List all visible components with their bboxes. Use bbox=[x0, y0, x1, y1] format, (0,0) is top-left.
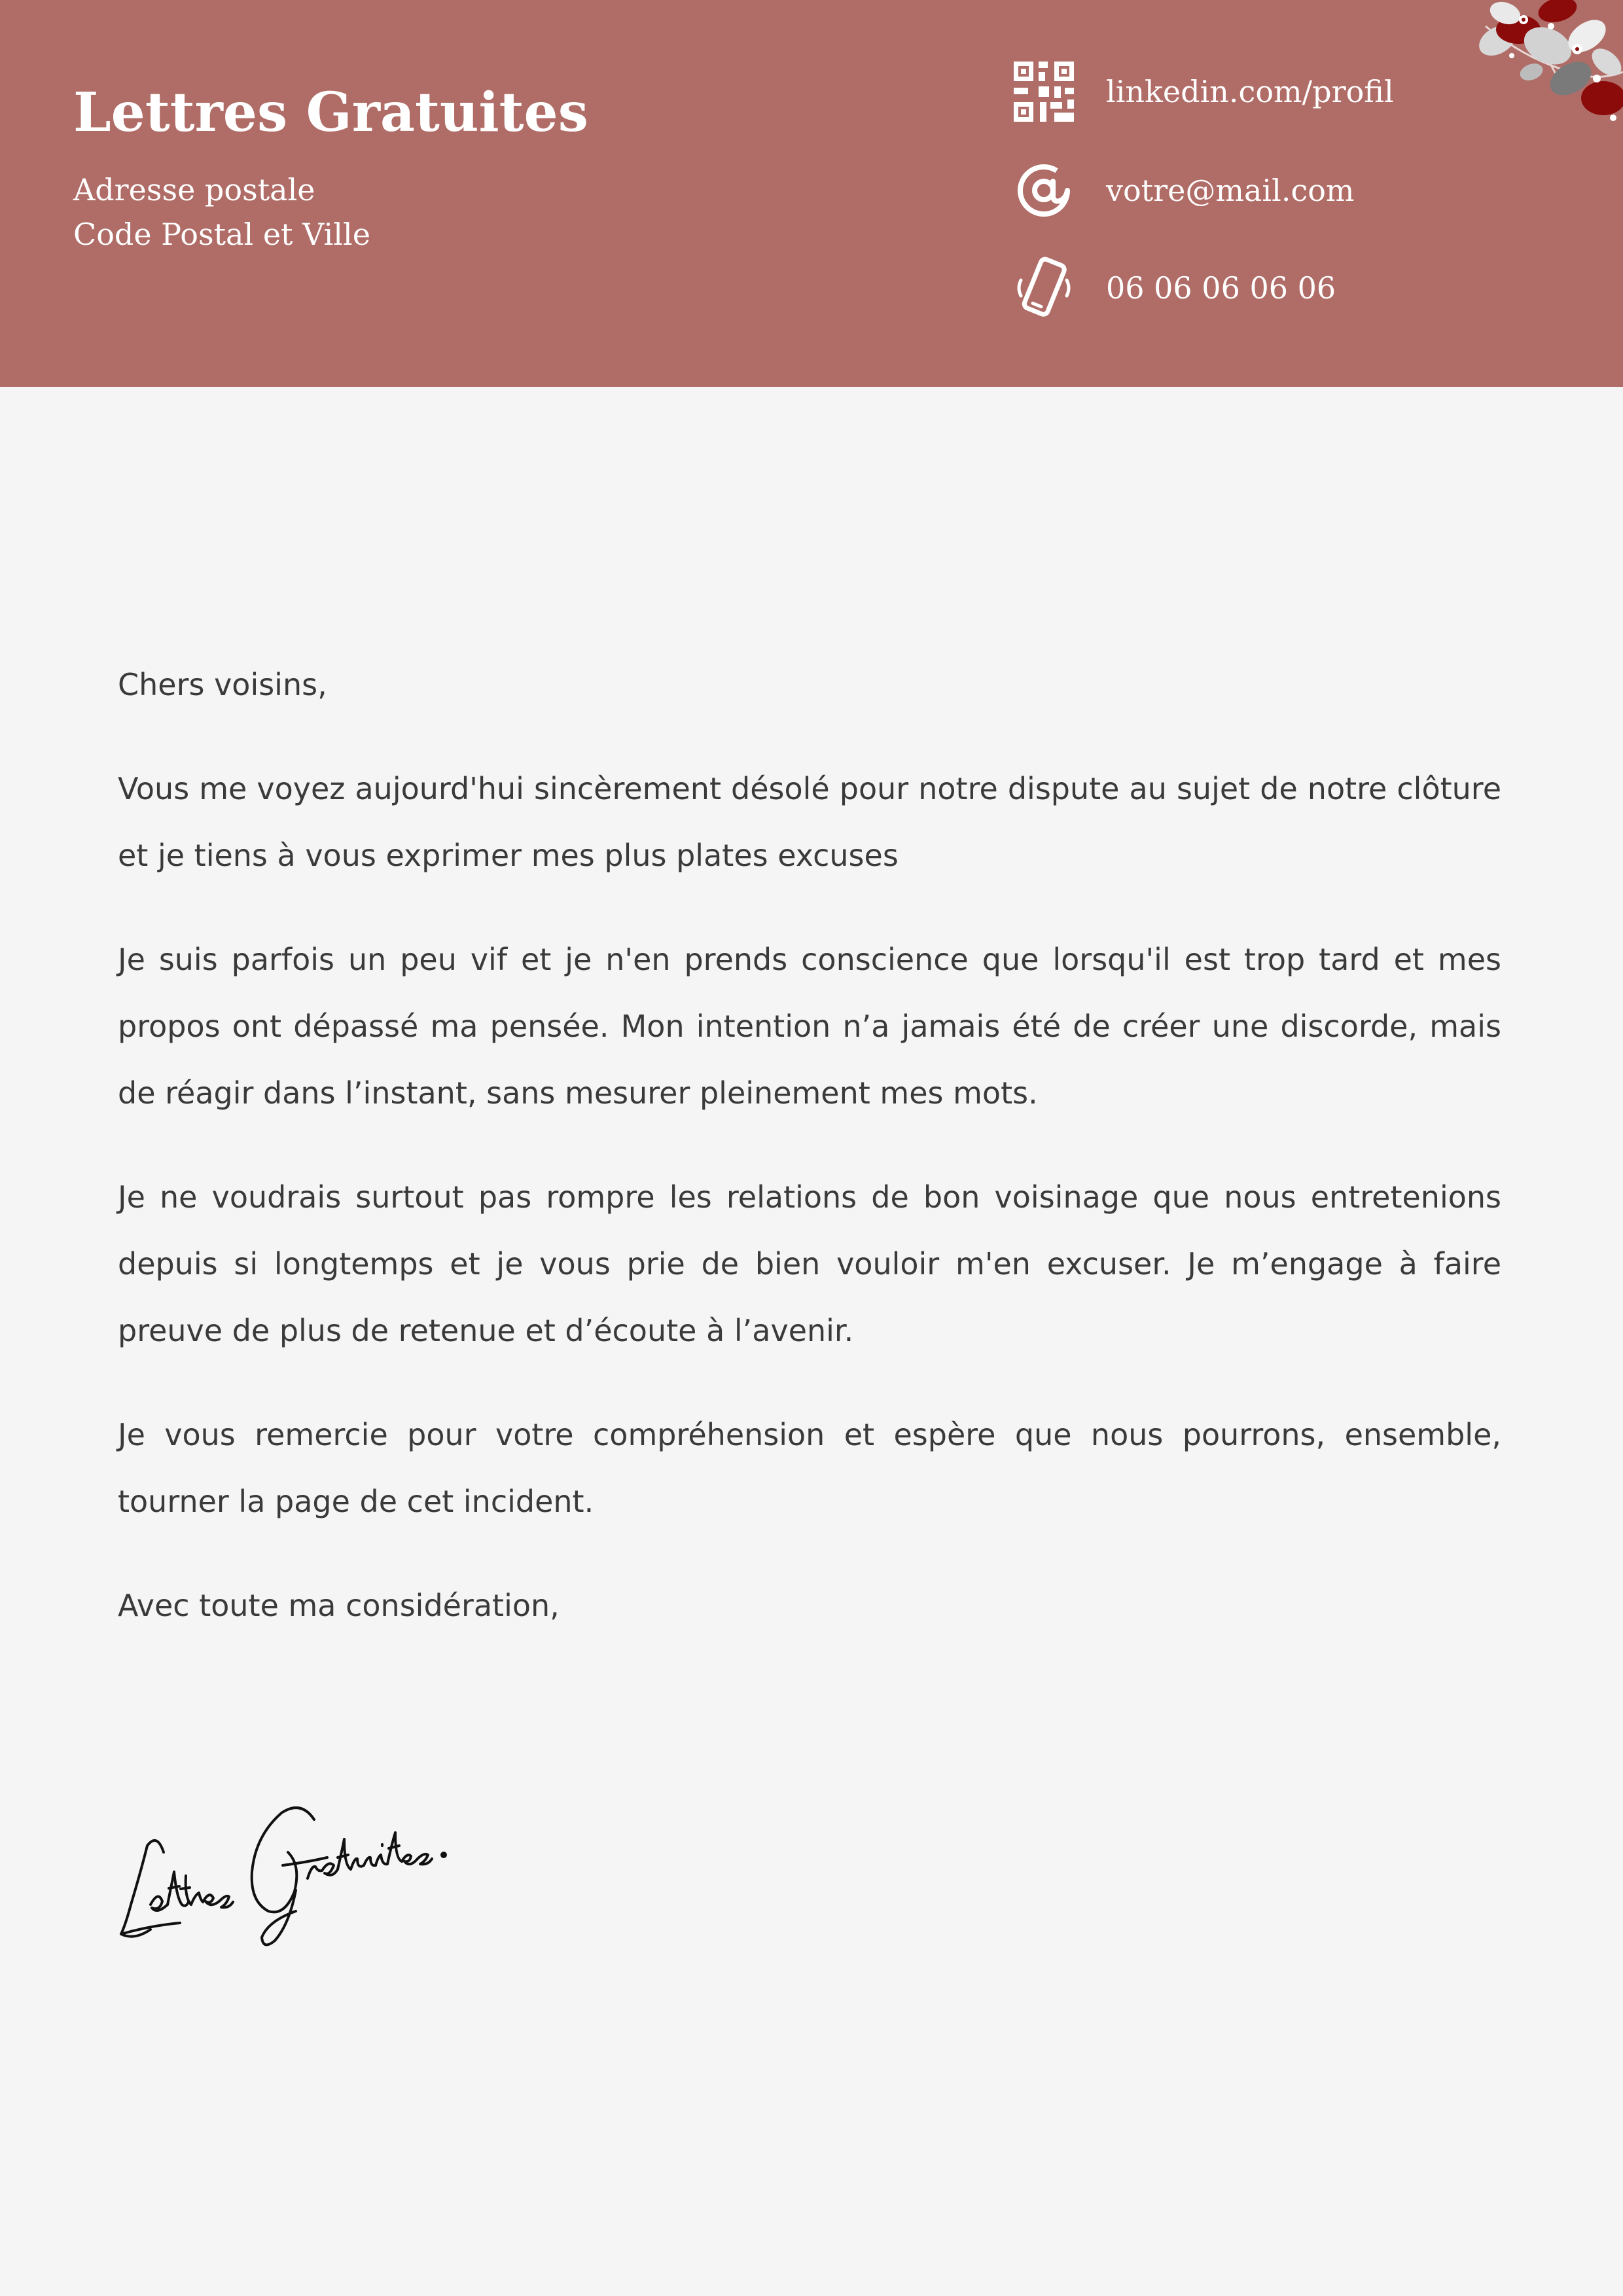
qr-code-icon bbox=[1008, 56, 1080, 128]
address-line-2: Code Postal et Ville bbox=[73, 217, 370, 252]
phone-number: 06 06 06 06 06 bbox=[1106, 270, 1336, 306]
letter-body bbox=[118, 651, 1501, 1676]
contact-linkedin bbox=[1008, 56, 1394, 128]
paragraph-1: Vous me voyez aujourd'hui sincèrement désolé pour notre dispute au sujet de notre clôture et je tiens à vous exprimer mes plus plates excuses bbox=[118, 771, 1501, 873]
handwritten-signature bbox=[111, 1774, 504, 1957]
greeting: Chers voisins, bbox=[118, 667, 327, 702]
contact-phone bbox=[1008, 252, 1336, 324]
linkedin-url: linkedin.com/profil bbox=[1106, 74, 1394, 109]
address-line-1: Adresse postale bbox=[73, 172, 315, 207]
paragraph-2: Je suis parfois un peu vif et je n'en prends conscience que lorsqu'il est trop tard et mes propos ont dépassé ma pensée. Mon intention n’a jamais été de créer une discorde, mais de réagir dans l’instant, sans mesurer pleinement mes mots. bbox=[118, 942, 1501, 1111]
sender-address bbox=[73, 168, 370, 257]
floral-decoration bbox=[1472, 0, 1623, 157]
contact-email bbox=[1008, 154, 1355, 226]
closing: Avec toute ma considération, bbox=[118, 1588, 560, 1623]
paragraph-3: Je ne voudrais surtout pas rompre les relations de bon voisinage que nous entretenions depuis si longtemps et je vous prie de bien vouloir m'en excuser. Je m’engage à faire preuve de plus de retenue et d’écoute à l’avenir. bbox=[118, 1179, 1501, 1348]
paragraph-4: Je vous remercie pour votre compréhension et espère que nous pourrons, ensemble, tourner la page de cet incident. bbox=[118, 1417, 1501, 1519]
sender-name: Lettres Gratuites bbox=[73, 81, 588, 144]
at-sign-icon bbox=[1008, 154, 1080, 226]
email-address: votre@mail.com bbox=[1106, 173, 1355, 208]
phone-icon bbox=[1008, 252, 1080, 324]
letterhead bbox=[0, 0, 1623, 387]
